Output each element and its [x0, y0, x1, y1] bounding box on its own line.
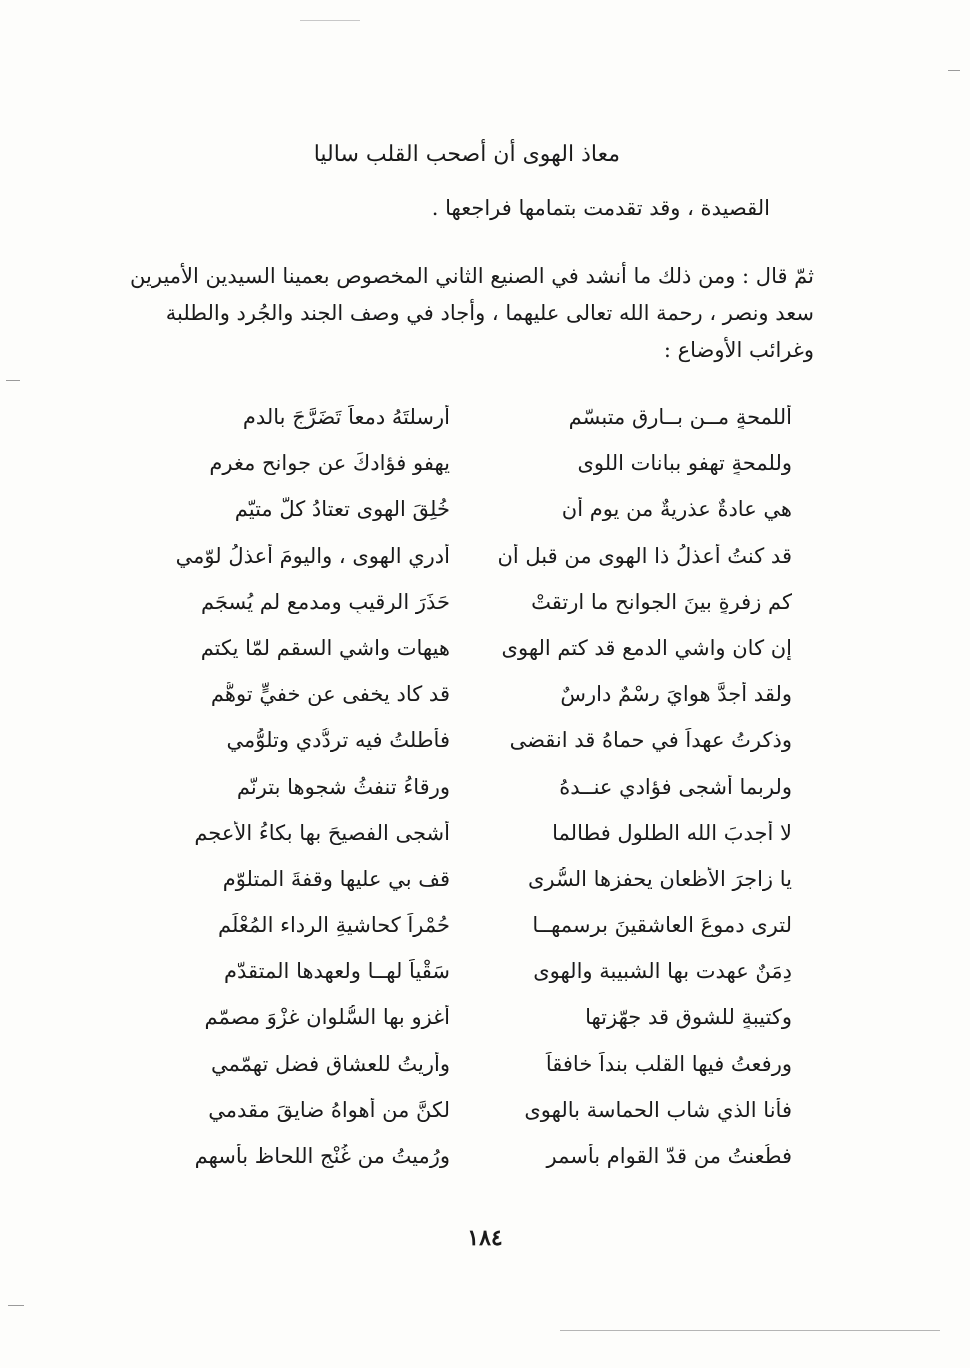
scan-mark-right — [948, 70, 960, 71]
verse-second-hemistich: سَقْياً لهــا ولعهدها المتقدّمِ — [224, 959, 450, 984]
prose-line: ثمّ قال : ومن ذلك ما أنشد في الصنيع الثاني المخصوص بعمينا السيدين الأميرين — [130, 264, 814, 288]
verse-second-hemistich: حَذَرَ الرقيبِ ومدمعٍ لم يُسجَمِ — [201, 589, 450, 614]
poem-verse — [130, 775, 792, 821]
scan-mark-left-2 — [8, 1305, 24, 1306]
poem-verse — [130, 1144, 792, 1190]
poem-verse — [130, 590, 792, 636]
scan-mark-bottom — [560, 1330, 940, 1331]
verse-second-hemistich: لكنَّ من أهواهُ ضايقَ مقدمي — [208, 1097, 450, 1122]
header-tail: القصيدة ، وقد تقدمت بتمامها فراجعها . — [431, 196, 770, 220]
verse-first-hemistich: كم زفرةٍ بينَ الجوانحِ ما ارتقتْ — [531, 589, 792, 614]
verse-first-hemistich: لترى دموعَ العاشقينَ برسمهــا — [532, 913, 792, 938]
poem-verse — [130, 959, 792, 1005]
prose-paragraph — [108, 258, 814, 369]
header-verse: معاذ الهوى أن أصحب القلب ساليا — [313, 142, 620, 167]
verse-first-hemistich: إن كان واشي الدمع قد كتم الهوى — [501, 635, 792, 660]
poem-verse — [130, 544, 792, 590]
poem-verse — [130, 728, 792, 774]
verse-second-hemistich: هيهات واشي السقمِ لمّا يكتمِ — [200, 635, 450, 660]
poem-verse — [130, 1098, 792, 1144]
verse-second-hemistich: أغزو بها السُّلوان غزْوَ مصمّمِ — [204, 1005, 450, 1030]
prose-line: سعد ونصر ، رحمة الله تعالى عليهما ، وأجاد في وصف الجند والجُرد والطلبة — [165, 301, 814, 325]
verse-second-hemistich: قف بي عليها وقفةَ المتلوّمِ — [222, 866, 450, 891]
verse-first-hemistich: ولربما أشجى فؤادي عنــدهُ — [559, 774, 792, 799]
verse-first-hemistich: ورفعتُ فيها القلب بنداً خافقاً — [545, 1051, 792, 1076]
prose-line: وغرائب الأوضاع : — [663, 338, 814, 362]
verse-second-hemistich: أشجى الفصيحَ بها بكاءُ الأعجمِ — [194, 820, 450, 845]
poem-verse — [130, 682, 792, 728]
verse-second-hemistich: قد كاد يخفى عن خفيٍّ توهُّمِ — [210, 682, 450, 707]
verse-first-hemistich: فأنا الذي شاب الحماسة بالهوى — [524, 1097, 792, 1122]
verse-first-hemistich: قد كنتُ أعذلُ ذا الهوى من قبل أن — [497, 543, 792, 568]
verse-first-hemistich: وكتيبةٍ للشوقِ قد جهّزتها — [585, 1005, 792, 1030]
verse-second-hemistich: وأريتُ للعشاق فضل تهمّمي — [211, 1051, 450, 1076]
scan-mark-top — [300, 20, 360, 21]
poem-verse — [130, 867, 792, 913]
page-number: ١٨٤ — [467, 1225, 503, 1251]
verse-second-hemistich: خُلِقَ الهوى تعتادُ كلَّ متيّمِ — [234, 497, 450, 522]
poem-verse — [130, 497, 792, 543]
verse-second-hemistich: ورقاءُ تنفثُ شجوها بترنّمِ — [236, 774, 450, 799]
verse-second-hemistich: أدري الهوى ، واليومَ أعذلُ لوّمي — [175, 543, 450, 568]
verse-second-hemistich: أرسلتَهُ دمعاً تَضَرَّجَ بالدمِ — [242, 405, 450, 429]
verse-first-hemistich: ولقد أجدَّ هوايَ رسْمٌ دارسٌ — [560, 682, 792, 707]
poem-verse — [130, 1052, 792, 1098]
verse-first-hemistich: دِمَنٌ عهدت بها الشبيبة والهوى — [533, 959, 792, 984]
verse-first-hemistich: وللمحةٍ تهفو ببانات اللوى — [577, 451, 792, 476]
poem-verse — [130, 451, 792, 497]
verse-first-hemistich: هي عادةٌ عذريةٌ من يوم أن — [561, 497, 792, 522]
poem-verse — [130, 405, 792, 451]
poem-verse — [130, 821, 792, 867]
poem-verse — [130, 913, 792, 959]
verse-second-hemistich: يهفو فؤادكَ عن جوانح مغرمِ — [209, 451, 450, 476]
poem-verse — [130, 1005, 792, 1051]
verse-first-hemistich: أللمحةٍ مــن بــارقٍ متبسّمِ — [568, 405, 792, 429]
scan-mark-left-1 — [6, 380, 20, 381]
verse-first-hemistich: فطُعنتُ من قدّ القوام بأسمرٍ — [546, 1144, 792, 1168]
verse-first-hemistich: وذكرتُ عهداً في حماهُ قد انقضى — [509, 728, 792, 753]
verse-first-hemistich: لا أجدبَ الله الطلول فطالما — [552, 820, 792, 845]
verse-second-hemistich: حُمْراً كحاشيةِ الرداء المُعْلَمِ — [217, 913, 450, 938]
verse-second-hemistich: فأطلتُ فيه تردُّدي وتلوُّمي — [226, 728, 450, 753]
poem-verse — [130, 636, 792, 682]
verse-second-hemistich: ورُميتُ من غُنْجِ اللحاظ بأسهمِ — [194, 1144, 450, 1168]
poem — [130, 405, 792, 1190]
verse-first-hemistich: يا زاجرَ الأظعانِ يحفزها السُّرى — [527, 866, 792, 891]
